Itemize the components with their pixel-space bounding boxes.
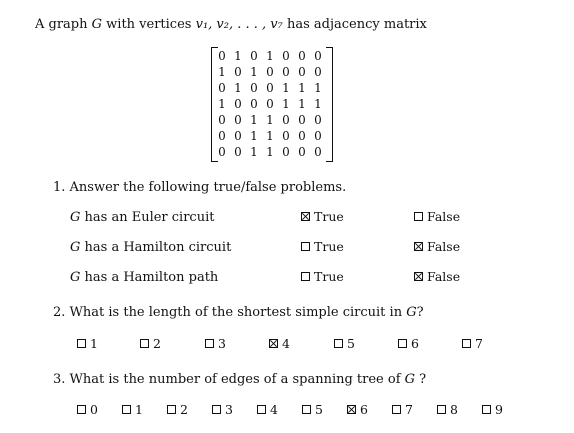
option-label: 1 [135,402,143,417]
matrix-cell: 0 [282,65,290,79]
matrix-cell: 0 [298,145,306,159]
question-end: ? [416,305,424,320]
graph-symbol: G [70,270,81,285]
matrix-row [217,80,327,96]
checkbox[interactable] [122,405,131,414]
matrix-cell: 0 [314,145,322,159]
matrix-cell: 1 [250,113,258,127]
checkbox[interactable] [205,339,214,348]
option-label: 5 [315,402,323,417]
matrix-cell: 0 [314,129,322,143]
matrix-cell: 0 [234,113,242,127]
q3-option-3[interactable] [212,402,233,417]
matrix-cell: 0 [218,81,226,95]
intro-prefix: A graph [35,17,92,32]
q2-option-3[interactable] [205,336,226,351]
matrix-cell: 1 [266,145,274,159]
matrix-cell: 0 [218,49,226,63]
q3-option-0[interactable] [77,402,98,417]
matrix-cell: 1 [298,97,306,111]
checkbox[interactable] [77,339,86,348]
checkbox[interactable] [77,405,86,414]
matrix-cell: 0 [218,145,226,159]
matrix-cell: 0 [282,129,290,143]
q3-option-4[interactable] [257,402,278,417]
matrix-cell: 0 [234,145,242,159]
graph-symbol: G [406,305,417,320]
option-label: 1 [90,336,98,351]
matrix-cell: 0 [250,97,258,111]
option-label: True [314,209,344,224]
intro-mid: with vertices [102,17,196,32]
matrix-cell: 1 [282,81,290,95]
matrix-row [217,48,327,64]
option-label: 3 [225,402,233,417]
q1-statement-3 [70,270,218,285]
matrix-cell: 0 [234,129,242,143]
matrix-row [217,144,327,160]
matrix-cell: 1 [266,129,274,143]
checkbox[interactable] [301,212,310,221]
question-end: ? [415,372,427,387]
matrix-row [217,112,327,128]
q2-option-1[interactable] [77,336,98,351]
matrix-cell: 0 [298,129,306,143]
option-label: 5 [347,336,355,351]
option-label: 4 [282,336,290,351]
checkbox[interactable] [140,339,149,348]
q1-2-true-option[interactable] [301,239,344,254]
matrix-cell: 0 [218,113,226,127]
matrix-cell: 0 [218,129,226,143]
matrix-cell: 1 [266,49,274,63]
matrix-cell: 1 [314,97,322,111]
option-label: 8 [450,402,458,417]
option-label: 3 [218,336,226,351]
option-label: True [314,269,344,284]
matrix-cell: 0 [250,49,258,63]
matrix-row [217,128,327,144]
matrix-cell: 1 [250,65,258,79]
checkbox[interactable] [167,405,176,414]
matrix-cell: 1 [250,129,258,143]
checkbox[interactable] [257,405,266,414]
question-3-title [53,372,426,387]
matrix-cell: 1 [298,81,306,95]
matrix-cell: 1 [266,113,274,127]
option-label: False [427,209,461,224]
matrix-cell: 0 [314,65,322,79]
option-label: 6 [411,336,419,351]
checkbox[interactable] [301,242,310,251]
checkbox[interactable] [482,405,491,414]
q1-statement-1 [70,210,214,225]
checkbox[interactable] [414,212,423,221]
matrix-cell: 1 [282,97,290,111]
q1-1-false-option[interactable] [414,209,460,224]
intro-graph-symbol: G [91,17,103,32]
q1-3-false-option[interactable] [414,269,460,284]
intro-text [35,17,427,32]
matrix-cell: 0 [266,81,274,95]
option-label: 0 [90,402,98,417]
checkbox[interactable] [212,405,221,414]
matrix-cell: 1 [234,81,242,95]
matrix-cell: 0 [266,97,274,111]
matrix-cell: 1 [250,145,258,159]
question-1-title: 1. Answer the following true/false problems. [53,180,347,195]
option-label: 7 [405,402,413,417]
q1-2-false-option[interactable] [414,239,460,254]
option-label: False [427,269,461,284]
statement-text: has an Euler circuit [80,210,215,225]
checkbox[interactable] [269,339,278,348]
q1-3-true-option[interactable] [301,269,344,284]
q3-option-7[interactable] [392,402,413,417]
matrix-cell: 1 [218,97,226,111]
q2-option-7[interactable] [462,336,483,351]
option-label: False [427,239,461,254]
q3-option-9[interactable] [482,402,503,417]
graph-symbol: G [70,240,81,255]
option-label: 2 [180,402,188,417]
matrix-cell: 0 [314,113,322,127]
option-label: True [314,239,344,254]
checkbox[interactable] [398,339,407,348]
question-2-title [53,305,424,320]
checkbox[interactable] [437,405,446,414]
checkbox[interactable] [334,339,343,348]
q3-option-1[interactable] [122,402,143,417]
statement-text: has a Hamilton path [80,270,219,285]
q2-option-5[interactable] [334,336,355,351]
q3-option-6[interactable] [347,402,368,417]
graph-symbol: G [404,372,416,387]
matrix-cell: 0 [298,49,306,63]
matrix-cell: 0 [314,49,322,63]
adjacency-matrix [211,47,333,160]
q1-statement-2 [70,240,231,255]
option-label: 2 [153,336,161,351]
q2-option-4[interactable] [269,336,290,351]
matrix-row [217,96,327,112]
matrix-cell: 0 [298,65,306,79]
checkbox[interactable] [302,405,311,414]
q1-1-true-option[interactable] [301,209,344,224]
matrix-cell: 0 [234,65,242,79]
matrix-cell: 1 [314,81,322,95]
matrix-cell: 0 [298,113,306,127]
checkbox[interactable] [392,405,401,414]
matrix-right-bracket [326,47,333,162]
checkbox[interactable] [414,272,423,281]
q3-option-2[interactable] [167,402,188,417]
option-label: 4 [270,402,278,417]
checkbox[interactable] [462,339,471,348]
matrix-row [217,64,327,80]
q2-option-6[interactable] [398,336,419,351]
matrix-cell: 1 [234,49,242,63]
graph-symbol: G [70,210,81,225]
matrix-cell: 0 [250,81,258,95]
matrix-cell: 0 [282,145,290,159]
question-text: 3. What is the number of edges of a spanning tree of [53,372,405,387]
checkbox[interactable] [301,272,310,281]
checkbox[interactable] [414,242,423,251]
intro-suffix: has adjacency matrix [282,17,427,32]
q2-option-2[interactable] [140,336,161,351]
matrix-cell: 0 [266,65,274,79]
option-label: 6 [360,402,368,417]
matrix-cell: 0 [282,49,290,63]
intro-vertices: v₁, v₂, . . . , v₇ [195,17,283,32]
matrix-cell: 0 [282,113,290,127]
matrix-cell: 0 [234,97,242,111]
checkbox[interactable] [347,405,356,414]
statement-text: has a Hamilton circuit [80,240,232,255]
q3-option-8[interactable] [437,402,458,417]
option-label: 9 [495,402,503,417]
option-label: 7 [475,336,483,351]
matrix-cell: 1 [218,65,226,79]
q3-option-5[interactable] [302,402,323,417]
question-text: 2. What is the length of the shortest simple circuit in [53,305,407,320]
